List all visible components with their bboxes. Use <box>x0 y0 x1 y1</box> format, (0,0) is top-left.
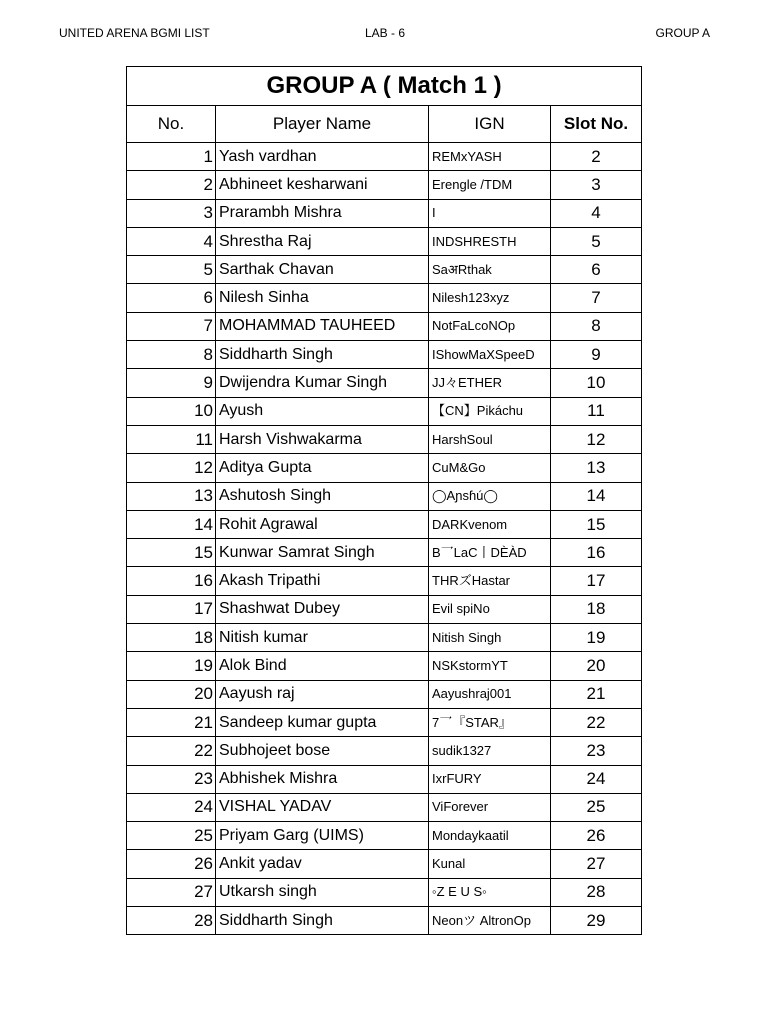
ign-cell: Evil spiNo <box>429 595 551 623</box>
slot-number-cell: 29 <box>551 907 642 935</box>
table-row <box>127 793 642 821</box>
header-lab-label: LAB - 6 <box>365 26 406 40</box>
row-number: 1 <box>127 143 216 171</box>
ign-cell: Mondaykaatil <box>429 822 551 850</box>
row-number: 25 <box>127 822 216 850</box>
row-number: 6 <box>127 284 216 312</box>
table-row <box>127 539 642 567</box>
table-row <box>127 397 642 425</box>
row-number: 28 <box>127 907 216 935</box>
player-list-table <box>126 66 642 935</box>
ign-cell: Nitish Singh <box>429 624 551 652</box>
table-row <box>127 822 642 850</box>
slot-number-cell: 23 <box>551 737 642 765</box>
table-row <box>127 482 642 510</box>
table-row <box>127 425 642 453</box>
ign-cell: ViForever <box>429 793 551 821</box>
slot-number-cell: 20 <box>551 652 642 680</box>
row-number: 19 <box>127 652 216 680</box>
slot-number-cell: 17 <box>551 567 642 595</box>
player-name-cell: Prarambh Mishra <box>216 199 429 227</box>
row-number: 2 <box>127 171 216 199</box>
row-number: 13 <box>127 482 216 510</box>
row-number: 9 <box>127 369 216 397</box>
table-row <box>127 312 642 340</box>
table-row <box>127 765 642 793</box>
player-name-cell: Aditya Gupta <box>216 454 429 482</box>
ign-cell: I <box>429 199 551 227</box>
player-name-cell: Dwijendra Kumar Singh <box>216 369 429 397</box>
row-number: 23 <box>127 765 216 793</box>
ign-cell: Aayushraj001 <box>429 680 551 708</box>
table-row <box>127 199 642 227</box>
row-number: 11 <box>127 425 216 453</box>
player-name-cell: Siddharth Singh <box>216 341 429 369</box>
player-name-cell: Sandeep kumar gupta <box>216 708 429 736</box>
ign-cell: ◦Z E U S◦ <box>429 878 551 906</box>
slot-number-cell: 5 <box>551 227 642 255</box>
slot-number-cell: 16 <box>551 539 642 567</box>
ign-cell: NotFaLcoNOp <box>429 312 551 340</box>
player-name-cell: Ayush <box>216 397 429 425</box>
player-name-cell: Sarthak Chavan <box>216 256 429 284</box>
ign-cell: Neonツ AltronOp <box>429 907 551 935</box>
ign-cell: Erengle /TDM <box>429 171 551 199</box>
slot-number-cell: 15 <box>551 510 642 538</box>
ign-cell: NSKstormYT <box>429 652 551 680</box>
player-name-cell: Siddharth Singh <box>216 907 429 935</box>
row-number: 3 <box>127 199 216 227</box>
table-title-row <box>127 67 642 106</box>
table-row <box>127 454 642 482</box>
ign-cell: CuM&Go <box>429 454 551 482</box>
slot-number-cell: 13 <box>551 454 642 482</box>
slot-number-cell: 26 <box>551 822 642 850</box>
ign-cell: SaअRthak <box>429 256 551 284</box>
table-row <box>127 737 642 765</box>
player-name-cell: Priyam Garg (UIMS) <box>216 822 429 850</box>
row-number: 12 <box>127 454 216 482</box>
column-header-no: No. <box>127 106 216 143</box>
ign-cell: JJ々ETHER <box>429 369 551 397</box>
slot-number-cell: 10 <box>551 369 642 397</box>
slot-number-cell: 18 <box>551 595 642 623</box>
row-number: 17 <box>127 595 216 623</box>
player-name-cell: Subhojeet bose <box>216 737 429 765</box>
player-name-cell: Shrestha Raj <box>216 227 429 255</box>
table-row <box>127 567 642 595</box>
ign-cell: sudik1327 <box>429 737 551 765</box>
slot-number-cell: 2 <box>551 143 642 171</box>
player-name-cell: Utkarsh singh <box>216 878 429 906</box>
table-row <box>127 284 642 312</box>
player-name-cell: Kunwar Samrat Singh <box>216 539 429 567</box>
ign-cell: ◯Aɲsɦú◯ <box>429 482 551 510</box>
row-number: 14 <box>127 510 216 538</box>
player-name-cell: Abhishek Mishra <box>216 765 429 793</box>
row-number: 16 <box>127 567 216 595</box>
slot-number-cell: 27 <box>551 850 642 878</box>
row-number: 10 <box>127 397 216 425</box>
slot-number-cell: 8 <box>551 312 642 340</box>
table-body <box>127 143 642 935</box>
slot-number-cell: 4 <box>551 199 642 227</box>
table-row <box>127 341 642 369</box>
row-number: 15 <box>127 539 216 567</box>
row-number: 20 <box>127 680 216 708</box>
row-number: 24 <box>127 793 216 821</box>
player-name-cell: Aayush raj <box>216 680 429 708</box>
slot-number-cell: 25 <box>551 793 642 821</box>
player-name-cell: Ashutosh Singh <box>216 482 429 510</box>
table-title: GROUP A ( Match 1 ) <box>127 67 642 106</box>
player-name-cell: Harsh Vishwakarma <box>216 425 429 453</box>
ign-cell: HarshSoul <box>429 425 551 453</box>
slot-number-cell: 19 <box>551 624 642 652</box>
player-name-cell: Alok Bind <box>216 652 429 680</box>
player-name-cell: MOHAMMAD TAUHEED <box>216 312 429 340</box>
ign-cell: IShowMaXSpeeD <box>429 341 551 369</box>
player-name-cell: Akash Tripathi <box>216 567 429 595</box>
slot-number-cell: 21 <box>551 680 642 708</box>
table-row <box>127 652 642 680</box>
column-header-ign: IGN <box>429 106 551 143</box>
row-number: 7 <box>127 312 216 340</box>
column-header-slot-no: Slot No. <box>551 106 642 143</box>
header-event-title: UNITED ARENA BGMI LIST <box>59 26 210 40</box>
row-number: 18 <box>127 624 216 652</box>
slot-number-cell: 28 <box>551 878 642 906</box>
player-name-cell: Shashwat Dubey <box>216 595 429 623</box>
ign-cell: REMxYASH <box>429 143 551 171</box>
slot-number-cell: 14 <box>551 482 642 510</box>
page-header <box>0 26 768 42</box>
row-number: 8 <box>127 341 216 369</box>
ign-cell: 【CN】Pikáchu <box>429 397 551 425</box>
row-number: 26 <box>127 850 216 878</box>
player-name-cell: Yash vardhan <box>216 143 429 171</box>
table-row <box>127 624 642 652</box>
player-name-cell: VISHAL YADAV <box>216 793 429 821</box>
ign-cell: INDSHRESTH <box>429 227 551 255</box>
row-number: 5 <box>127 256 216 284</box>
row-number: 4 <box>127 227 216 255</box>
table-row <box>127 510 642 538</box>
header-group-label: GROUP A <box>655 26 710 40</box>
slot-number-cell: 3 <box>551 171 642 199</box>
row-number: 22 <box>127 737 216 765</box>
column-header-player-name: Player Name <box>216 106 429 143</box>
slot-number-cell: 11 <box>551 397 642 425</box>
table-row <box>127 143 642 171</box>
ign-cell: B乛LaC丨DÈÀD <box>429 539 551 567</box>
ign-cell: DARKvenom <box>429 510 551 538</box>
row-number: 27 <box>127 878 216 906</box>
player-name-cell: Nilesh Sinha <box>216 284 429 312</box>
table-row <box>127 595 642 623</box>
player-name-cell: Nitish kumar <box>216 624 429 652</box>
player-name-cell: Ankit yadav <box>216 850 429 878</box>
ign-cell: 7乛『STAR』 <box>429 708 551 736</box>
table-row <box>127 256 642 284</box>
slot-number-cell: 6 <box>551 256 642 284</box>
ign-cell: Nilesh123xyz <box>429 284 551 312</box>
player-name-cell: Rohit Agrawal <box>216 510 429 538</box>
table-row <box>127 850 642 878</box>
ign-cell: IxrFURY <box>429 765 551 793</box>
table-row <box>127 369 642 397</box>
table-row <box>127 227 642 255</box>
row-number: 21 <box>127 708 216 736</box>
player-name-cell: Abhineet kesharwani <box>216 171 429 199</box>
slot-number-cell: 24 <box>551 765 642 793</box>
slot-number-cell: 12 <box>551 425 642 453</box>
column-header-row <box>127 106 642 143</box>
slot-number-cell: 7 <box>551 284 642 312</box>
table-row <box>127 171 642 199</box>
table-row <box>127 878 642 906</box>
table-row <box>127 907 642 935</box>
ign-cell: THRズHastar <box>429 567 551 595</box>
table-row <box>127 708 642 736</box>
slot-number-cell: 22 <box>551 708 642 736</box>
table-row <box>127 680 642 708</box>
slot-number-cell: 9 <box>551 341 642 369</box>
ign-cell: Kunal <box>429 850 551 878</box>
